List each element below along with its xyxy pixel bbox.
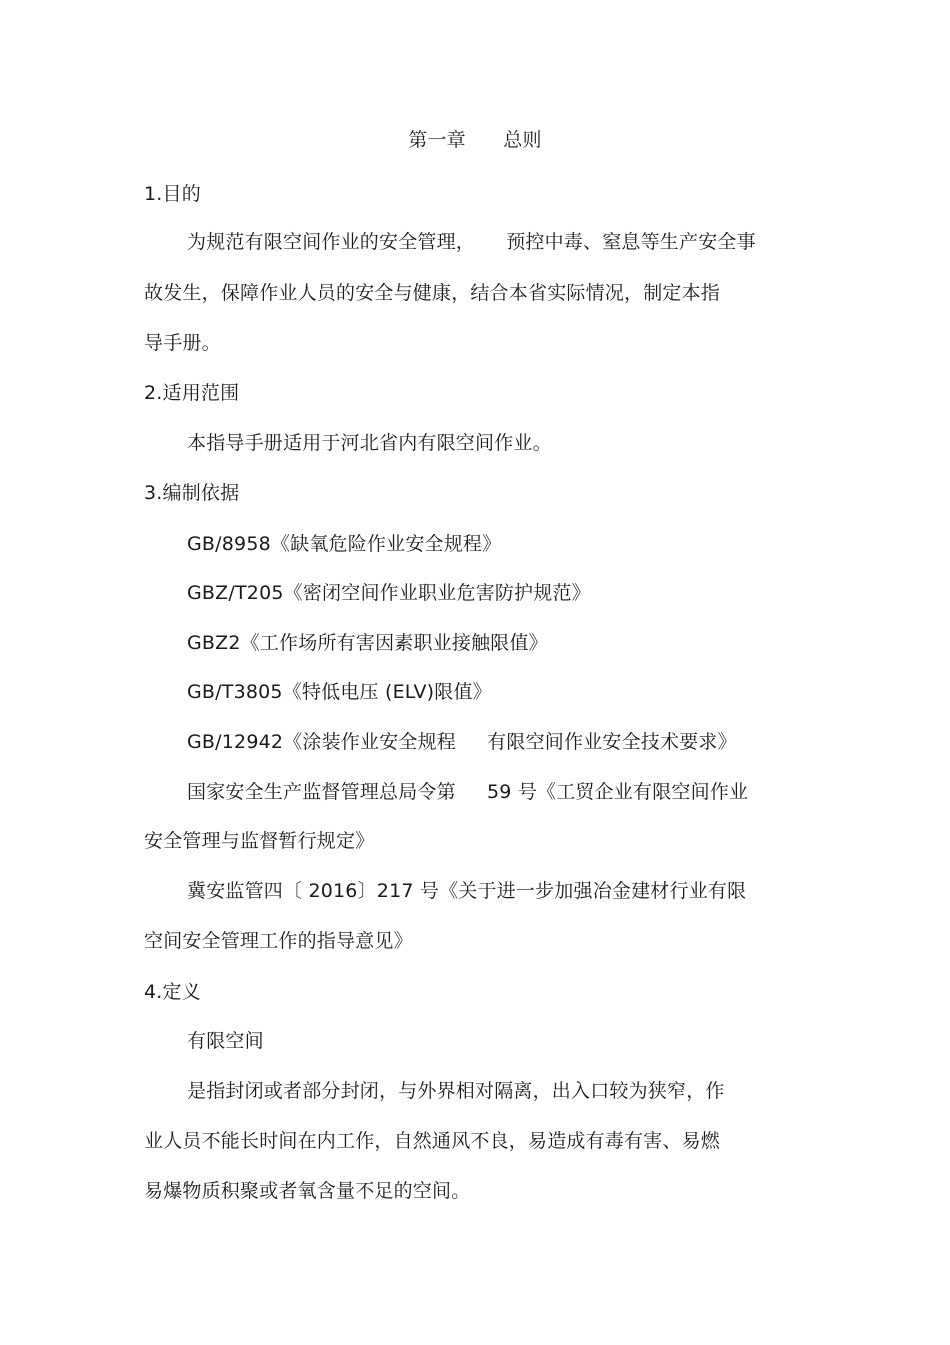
basis-item-1: GB/8958《缺氧危险作业安全规程》	[187, 533, 502, 555]
chapter-title: 第一章 总则	[408, 129, 542, 151]
purpose-line-1: 为规范有限空间作业的安全管理， 预控中毒、窒息等生产安全事	[187, 231, 756, 253]
basis-item-6-cont: 安全管理与监督暂行规定》	[144, 830, 375, 852]
basis-item-7-cont: 空间安全管理工作的指导意见》	[144, 930, 413, 952]
section-heading-purpose: 1.目的	[144, 183, 201, 205]
basis-item-5: GB/12942《涂装作业安全规程 有限空间作业安全技术要求》	[187, 731, 737, 753]
basis-item-2: GBZ/T205《密闭空间作业职业危害防护规范》	[187, 582, 591, 604]
basis-item-3: GBZ2《工作场所有害因素职业接触限值》	[187, 632, 548, 654]
section-heading-basis: 3.编制依据	[144, 482, 240, 504]
definition-term: 有限空间	[187, 1030, 264, 1052]
definition-line-2: 业人员不能长时间在内工作，自然通风不良，易造成有毒有害、易燃	[144, 1130, 721, 1152]
purpose-line-3: 导手册。	[144, 332, 221, 354]
purpose-line-2: 故发生，保障作业人员的安全与健康，结合本省实际情况，制定本指	[144, 282, 721, 304]
basis-item-4: GB/T3805《特低电压 (ELV)限值》	[187, 681, 492, 703]
section-heading-definition: 4.定义	[144, 981, 201, 1003]
definition-line-3: 易爆物质积聚或者氧含量不足的空间。	[144, 1180, 471, 1202]
scope-line-1: 本指导手册适用于河北省内有限空间作业。	[187, 432, 552, 454]
definition-line-1: 是指封闭或者部分封闭，与外界相对隔离，出入口较为狭窄，作	[187, 1080, 725, 1102]
basis-item-7: 冀安监管四〔 2016〕217 号《关于进一步加强冶金建材行业有限	[187, 880, 747, 902]
section-heading-scope: 2.适用范围	[144, 382, 240, 404]
basis-item-6: 国家安全生产监督管理总局令第 59 号《工贸企业有限空间作业	[187, 781, 749, 803]
